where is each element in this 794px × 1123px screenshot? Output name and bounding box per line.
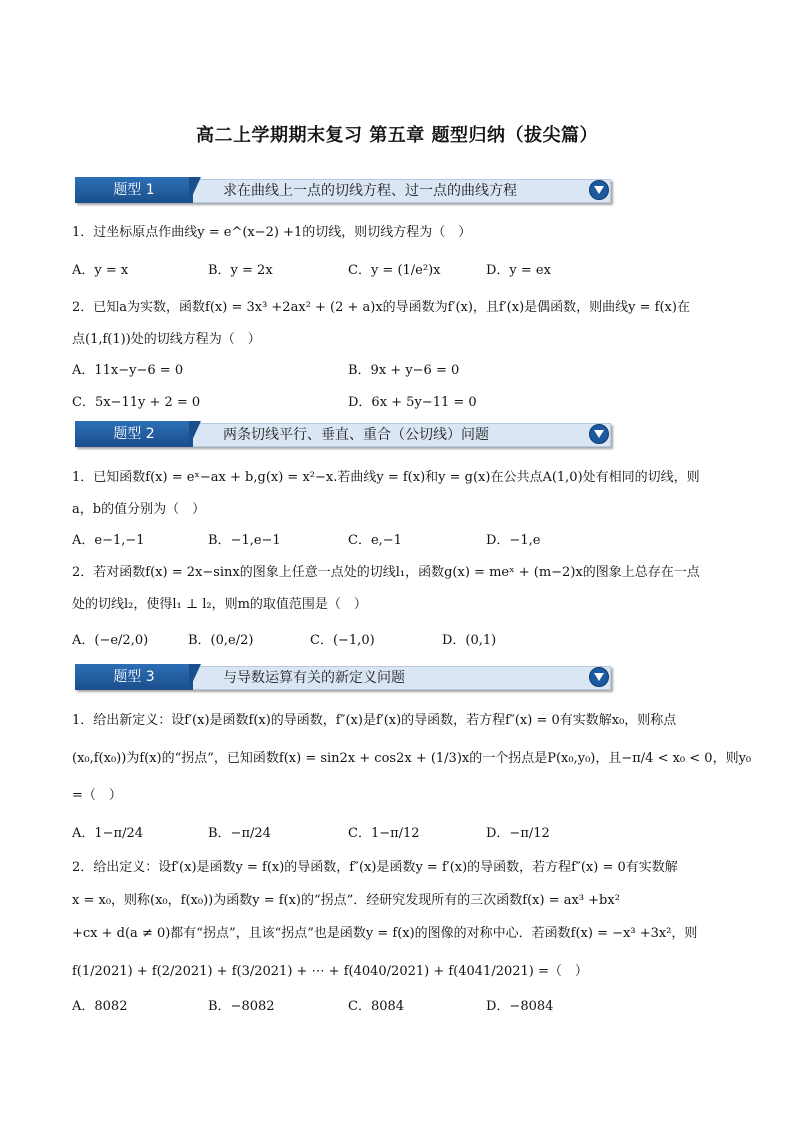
option-d: D．y = ex [486,263,551,278]
option-b: B．y = 2x [208,263,273,278]
page-title: 高二上学期期末复习 第五章 题型归纳（拔尖篇） [195,125,599,146]
option-a: A．1−π/24 [72,826,144,841]
question-line: =（ ） [72,788,122,803]
question-line: x = x₀，则称(x₀，f(x₀))为函数y = f(x)的“拐点”．经研究发现所有的三次函数f(x) = ax³ +bx² [72,893,620,908]
question-line: 2．若对函数f(x) = 2x−sinx的图象上任意一点处的切线l₁，函数g(x) = meˣ + (m−2)x的图象上总存在一点 [72,565,700,580]
option-b: B．(0,e/2) [188,633,254,648]
option-c: C．1−π/12 [348,826,420,841]
section-label: 两条切线平行、垂直、重合（公切线）问题 [223,427,489,443]
section-banner-3 [75,664,613,690]
option-c: C．(−1,0) [310,633,375,648]
option-c: C．5x−11y + 2 = 0 [72,395,201,410]
question-line: 1．已知函数f(x) = eˣ−ax + b,g(x) = x²−x.若曲线y = f(x)和y = g(x)在公共点A(1,0)处有相同的切线，则 [72,470,700,485]
option-b: B．9x + y−6 = 0 [348,363,460,378]
option-a: A．(−e/2,0) [72,633,149,648]
section-banner-2 [75,421,613,447]
option-c: C．y = (1/e²)x [348,263,441,278]
option-d: D．−1,e [486,533,541,548]
option-a: A．11x−y−6 = 0 [72,363,184,378]
option-c: C．e,−1 [348,533,402,548]
collapse-button[interactable] [589,180,609,200]
chevron-down-icon [593,185,605,195]
question-line: 1．过坐标原点作曲线y = e^(x−2) +1的切线，则切线方程为（ ） [72,225,472,240]
section-label: 求在曲线上一点的切线方程、过一点的曲线方程 [223,183,517,199]
question-line: 2．给出定义：设f′(x)是函数y = f(x)的导函数，f″(x)是函数y = f′(x)的导函数，若方程f″(x) = 0有实数解 [72,860,678,875]
collapse-button[interactable] [589,667,609,687]
question-line: a，b的值分别为（ ） [72,502,206,517]
option-c: C．8084 [348,999,405,1014]
question-line: f(1/2021) + f(2/2021) + f(3/2021) + ⋯ + f(4040/2021) + f(4041/2021) =（ ） [72,964,588,979]
option-a: A．e−1,−1 [72,533,145,548]
section-label: 与导数运算有关的新定义问题 [223,670,405,686]
question-line: (x₀,f(x₀))为f(x)的“拐点”，已知函数f(x) = sin2x + cos2x + (1/3)x的一个拐点是P(x₀,y₀)，且−π/4 < x₀ < 0，则y₀ [72,751,752,766]
tag-separator [189,664,201,690]
collapse-button[interactable] [589,424,609,444]
chevron-down-icon [593,672,605,682]
chevron-down-icon [593,429,605,439]
question-line: +cx + d(a ≠ 0)都有“拐点”，且该“拐点”也是函数y = f(x)的图像的对称中心．若函数f(x) = −x³ +3x²，则 [72,926,698,941]
question-line: 2．已知a为实数，函数f(x) = 3x³ +2ax² + (2 + a)x的导函数为f′(x)，且f′(x)是偶函数，则曲线y = f(x)在 [72,300,690,315]
option-d: D．(0,1) [442,633,497,648]
option-b: B．−π/24 [208,826,271,841]
question-line: 处的切线l₂，使得l₁ ⊥ l₂，则m的取值范围是（ ） [72,597,367,612]
section-tag: 题型 2 [75,421,193,447]
option-d: D．−π/12 [486,826,550,841]
option-d: D．6x + 5y−11 = 0 [348,395,477,410]
option-a: A．y = x [72,263,129,278]
question-line: 点(1,f(1))处的切线方程为（ ） [72,332,261,347]
question-line: 1．给出新定义：设f′(x)是函数f(x)的导函数，f″(x)是f′(x)的导函数，若方程f″(x) = 0有实数解x₀，则称点 [72,713,677,728]
tag-separator [189,421,201,447]
section-tag: 题型 3 [75,664,193,690]
option-b: B．−8082 [208,999,275,1014]
section-tag: 题型 1 [75,177,193,203]
tag-separator [189,177,201,203]
section-banner-1 [75,177,613,203]
option-b: B．−1,e−1 [208,533,281,548]
option-a: A．8082 [72,999,128,1014]
option-d: D．−8084 [486,999,554,1014]
